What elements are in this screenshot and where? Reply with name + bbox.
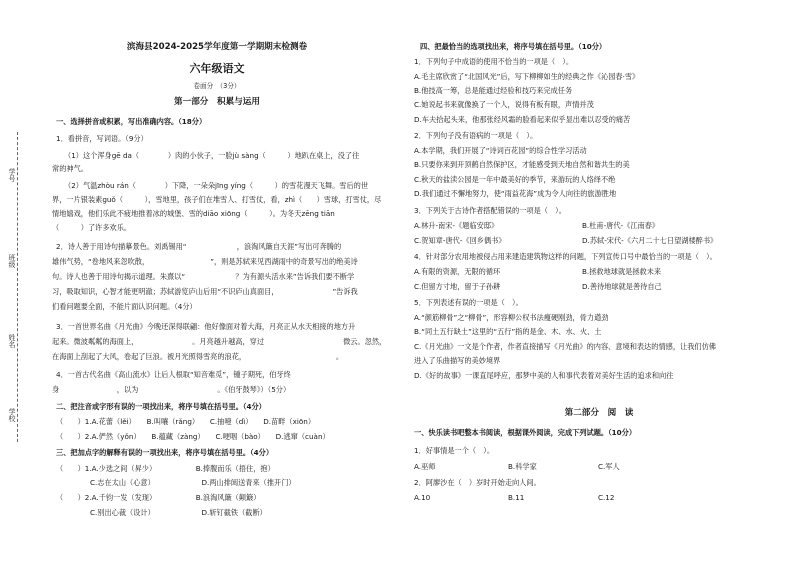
r3-option: D.苏轼-宋代-《六月二十七日望湖楼醉书》 <box>582 236 718 245</box>
r2-option: D.我们通过不懈地努力，使“雨益花海”成为令人向往的旅游胜地 <box>414 189 617 198</box>
r5-option: C.《月光曲》一文是个作者，作者直接描写《月光曲》的内容、意境和表达的情感，让我们仿佛 <box>414 342 716 351</box>
q1-line: 界，一片银装素guǒ（ ），雪地里，孩子们在堆雪人、打雪仗，看，zhì（ ）雪球，打雪仗，尽 <box>52 195 382 204</box>
section1-heading: 一、选择拼音或积累，写出准确内容。（18分） <box>56 117 207 126</box>
q2-line: 习，吸取知识，心智才能更明澈；苏轼游览庐山后用“不识庐山真面目， ”告诉我 <box>52 287 358 296</box>
r1-question: 1．下列句子中成语的使用不恰当的一项是（ ）。 <box>414 57 574 66</box>
q1-line: 常的神气。 <box>52 164 88 173</box>
p2-question: 2．阿廖沙在（ ）岁时开始走向人间。 <box>414 478 541 487</box>
binding-dashed-line <box>17 132 18 442</box>
r4-option: D.善待地球就是善待自己 <box>582 282 662 291</box>
part2-heading: 第二部分 阅 读 <box>564 408 634 418</box>
q2-line: 们看问题要全面，不能片面认识问题。（4分） <box>52 302 197 311</box>
q2-line: 雄伟气势，“卷地风来忽吹散， ”，则是苏轼来见西湖雨中的奇景写出的绝美诗 <box>52 257 358 266</box>
q1-line: （2）气温zhòu rán（ ）下降，一朵朵jīng yíng（ ）的雪花漫天飞舞。雪后的世 <box>64 181 369 190</box>
r2-question: 2．下列句子没有语病的一项是（ ）。 <box>414 131 538 140</box>
p1-question: 1．好事情是一个（ ）。 <box>414 446 495 455</box>
r4-question: 4．针对部分农用地被侵占用来建造建筑物这样的问题，下列宣传口号中最恰当的一项是（ ）。 <box>414 252 717 261</box>
exam-subject: 六年级语文 <box>189 62 245 75</box>
q4-line: 身 ，以为 。《伯牙鼓琴》）（5分） <box>52 385 291 394</box>
q1-line: （1）这个浑身gē da（ ）肉的小伙子，一脸jù sàng（ ）地趴在桌上，没了往 <box>64 151 360 160</box>
s2-option-line: （ ）1.A.花蕾（lěi） B.叫嚷（rǎng） C.抽噎（dì） D.苗畔（xiōn） <box>56 417 316 426</box>
r2-option: B.只要你来到开顶鹤自然保护区，才能感受到天地自然和谐共生的美 <box>414 160 630 169</box>
s2-option-line: （ ）2.A.俨然（yǒn） B.蕴藏（zàng） C.哽咽（bào） D.逃窜（cuàn） <box>56 432 330 441</box>
binding-label-name: 姓名 <box>8 334 16 348</box>
r1-option: B.他技高一筹，总是能通过经验和技巧来完成任务 <box>414 86 573 95</box>
q3-line: 在海面上刮起了大风，卷起了巨浪。被月光照得雪亮的浪花， 。 <box>52 352 344 361</box>
binding-label-school: 学校 <box>8 408 16 422</box>
section4-heading: 四、把最恰当的选项找出来，将序号填在括号里。（10分） <box>420 42 607 51</box>
q3-line: 3．一首世界名曲《月光曲》今晚还深得联翩：他好像面对着大海，月亮正从水天相接的地方升 <box>56 322 356 331</box>
r1-option: C.她说起书来就像换了一个人，说得有板有眼，声情并茂 <box>414 100 594 109</box>
q2-line: 句。诗人也善于用诗句揭示道理。朱熹以“ ？为有源头活水来”告诉我们要不断学 <box>52 272 355 281</box>
r3-option: B.杜甫-唐代-《江南春》 <box>582 221 660 230</box>
p2-option: A.10 <box>414 493 431 502</box>
s3-option-line: C.志在太山（心意） D.两山排闼送青来（推开门） <box>90 478 296 487</box>
r5-option: D.《好的故事》一课直尾呼应，那梦中美的人和事代表着对美好生活的追求和向往 <box>414 371 674 380</box>
r5-option: A.“颜筋柳骨”之“柳骨”，形容柳公权书法瘦硬刚劲，骨力遒劲 <box>414 313 609 322</box>
q1-line: （ ）了许多欢乐。 <box>52 223 132 232</box>
binding-strip <box>0 0 30 561</box>
r5-question: 5．下列表述有误的一项是（ ）。 <box>414 298 523 307</box>
r5-option: 进入了乐曲描写的美妙境界 <box>414 356 501 365</box>
exam-title: 滨海县2024-2025学年度第一学期期末检测卷 <box>126 42 308 52</box>
s3-option-line: （ ）1.A.少选之间（昇少） B.捧腹而乐（捂住，抱） <box>56 464 275 473</box>
q3-line: 起来。微波粼粼的海面上， 。月亮越升越高，穿过 微云。忽然， <box>52 337 387 346</box>
r1-option: A.毛主席欣赏了“北国风光”后，写下柳柳如生的经典之作《沁园春·雪》 <box>414 72 640 81</box>
s3-option-line: （ ）2.A.千钧一发（发现） B.浪淘风簸（颠簸） <box>56 493 261 502</box>
r5-option: B.“同土五行缺土”这里的“五行”指的是金、木、水、火、土 <box>414 327 602 336</box>
p1-option: A.巫师 <box>414 462 436 471</box>
r4-option: B.拯救地球就是拯救未来 <box>582 267 662 276</box>
r2-option: A.本学期，我们开展了“诗词百花园”的综合性学习活动 <box>414 146 587 155</box>
q1-title: 1．看拼音，写词语。（9分） <box>56 134 148 143</box>
p1-option: C.军人 <box>598 462 620 471</box>
r3-option: A.林升-南宋-《题临安邸》 <box>414 221 499 230</box>
p2-option: C.12 <box>598 493 615 502</box>
s3-option-line: C.别出心裁（设计） D.斩钉截铁（截断） <box>90 508 267 517</box>
r2-option: C.秋天的盐渎公园是一年中最美好的季节，来游玩的人络绎不绝 <box>414 175 616 184</box>
part1-heading: 第一部分 积累与运用 <box>174 97 260 107</box>
score-note: 卷面分 （3分） <box>193 82 241 90</box>
r4-option: C.但留方寸地，留于子孙耕 <box>414 282 501 291</box>
binding-label-class: 班级 <box>8 254 16 268</box>
p2-option: B.11 <box>508 493 525 502</box>
q1-line: 情地嬉戏，他们乐此不疲地推着冰的城堡、雪的diāo xiōng（ ）。为冬天zēng tiān <box>52 209 335 218</box>
section3-heading: 三、把加点字的解释有误的一项找出来，将序号填在括号里。（4分） <box>56 448 274 457</box>
r1-option: D.车夫拾起头来，他那张经风霜的脸看起来似乎显出难以忍受的痛苦 <box>414 115 631 124</box>
q2-line: 2．诗人善于用诗句描摹景色。刘禹锡用“ ，浪淘风簸自天涯”写出可奔腾的 <box>56 242 342 251</box>
r3-option: C.贺知章-唐代-《回乡偶书》 <box>414 236 506 245</box>
binding-label-id: 学号 <box>8 168 16 182</box>
section2-heading: 二、把注音或字形有误的一项找出来，将序号填在括号里。（4分） <box>56 402 266 411</box>
r3-question: 3．下列关于古诗作者搭配错误的一项是（ ）。 <box>414 206 566 215</box>
p1-option: B.科学家 <box>508 462 537 471</box>
q4-line: 4．一首古代名曲《高山流水》让后人根取“知音难觅”，锺子期死，伯牙终 <box>56 370 291 379</box>
reading-section-heading: 一、快乐读书吧整本书阅读，根据课外阅读，完成下列试题。（10分） <box>414 428 637 437</box>
r4-option: A.有限的资源，无限的循环 <box>414 267 501 276</box>
